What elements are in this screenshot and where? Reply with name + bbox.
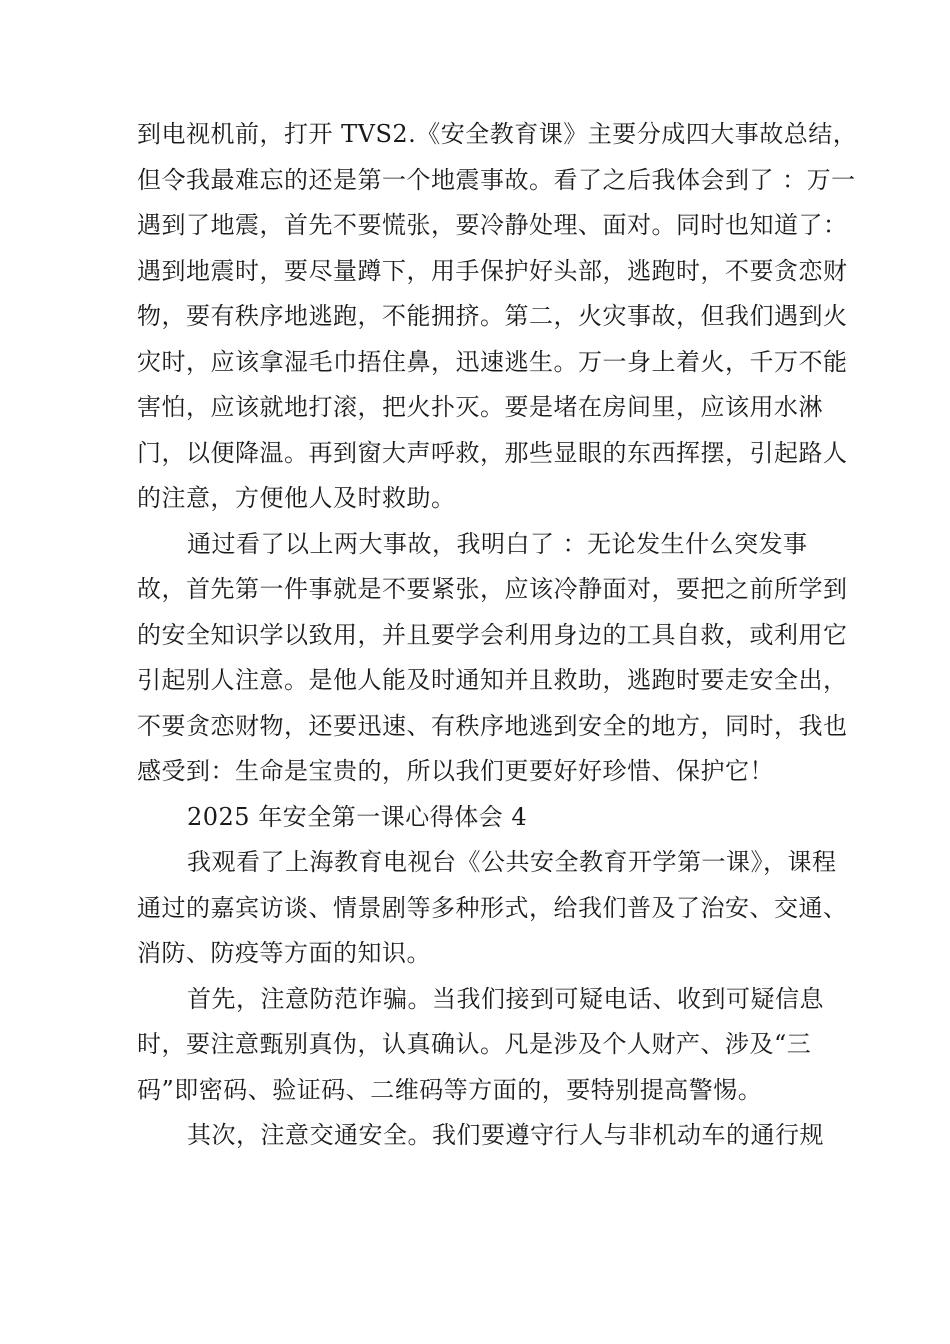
body-text-line: 灾时，应该拿湿毛巾捂住鼻，迅速逃生。万一身上着火，千万不能 (137, 347, 848, 376)
body-text-line: 引起别人注意。是他人能及时通知并且救助，逃跑时要走安全出， (137, 666, 848, 694)
paragraph-first-line: 首先，注意防范诈骗。当我们接到可疑电话、收到可疑信息 (187, 984, 824, 1013)
body-text-line: 的注意，方便他人及时救助。 (137, 484, 456, 512)
body-text-line: 害怕，应该就地打滚，把火扑灭。要是堵在房间里，应该用水淋 (137, 393, 823, 421)
body-text-line: 故，首先第一件事就是不要紧张，应该冷静面对，要把之前所学到 (137, 575, 848, 603)
body-text-line: 遇到了地震，首先不要慌张，要冷静处理、面对。同时也知道了： (137, 211, 848, 239)
body-text-line: 不要贪恋财物，还要迅速、有秩序地逃到安全的地方，同时，我也 (137, 711, 848, 740)
body-text-line: 但令我最难忘的还是第一个地震事故。看了之后我体会到了 ：万一 (137, 165, 856, 194)
body-text-line: 的安全知识学以致用，并且要学会利用身边的工具自救，或利用它 (137, 620, 848, 649)
body-text-line: 感受到：生命是宝贵的，所以我们更要好好珍惜、保护它！ (137, 757, 774, 785)
body-text-line: 到电视机前，打开 TVS2.《安全教育课》主要分成四大事故总结， (137, 120, 858, 148)
paragraph-first-line: 通过看了以上两大事故，我明白了 ：无论发生什么突发事 (187, 529, 808, 558)
body-text-line: 门，以便降温。再到窗大声呼救，那些显眼的东西挥摆，引起路人 (137, 438, 848, 467)
body-text-line: 通过的嘉宾访谈、情景剧等多种形式，给我们普及了治安、交通、 (137, 893, 848, 922)
body-text-line: 时，要注意甄别真伪，认真确认。凡是涉及个人财产、涉及“三 (137, 1030, 812, 1058)
body-text-line: 遇到地震时，要尽量蹲下，用手保护好头部，逃跑时，不要贪恋财 (137, 256, 848, 285)
body-text-line: 消防、防疫等方面的知识。 (137, 939, 431, 967)
paragraph-first-line: 我观看了上海教育电视台《公共安全教育开学第一课》，课程 (187, 848, 837, 876)
paragraph-first-line: 其次，注意交通安全。我们要遵守行人与非机动车的通行规 (187, 1121, 824, 1149)
section-heading: 2025 年安全第一课心得体会 4 (187, 802, 528, 831)
document-page (137, 112, 858, 1159)
body-text-line: 物，要有秩序地逃跑，不能拥挤。第二，火灾事故，但我们遇到火 (137, 302, 848, 330)
body-text-line: 码”即密码、验证码、二维码等方面的，要特别提高警惕。 (137, 1075, 763, 1104)
